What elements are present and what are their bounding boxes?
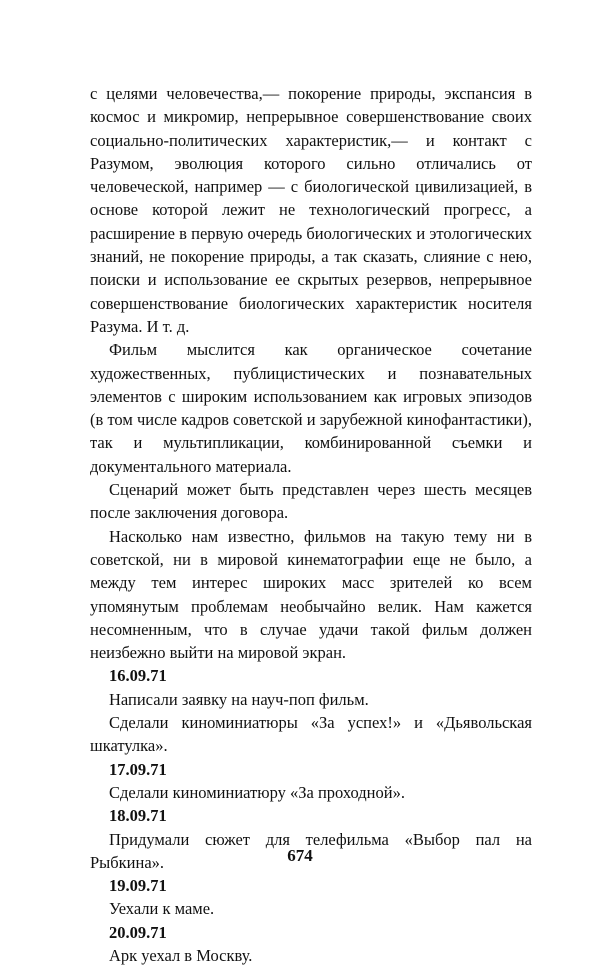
page-number: 674 xyxy=(287,846,313,865)
paragraph-script-timing: Сценарий может быть представлен через шесть месяцев после заключения договора. xyxy=(90,480,532,523)
diary-entry: Сделали киноминиатюру «За проходной». xyxy=(109,782,405,802)
diary-section xyxy=(90,664,532,967)
diary-entry: Сделали киноминиатюры «За успех!» и «Дьявольская шкатулка». xyxy=(90,713,532,756)
paragraph-continuation: с целями человечества,— покорение природы, экспансия в космос и микромир, непрерывное совершенствование своих социально-политических характеристик,— и контакт с Разумом, эволюция которого сильно отличались от человеческой, например — с биологической цивилизацией, в основе которой лежит не технологический прогресс, а расширение в первую очередь биологических и этологических знаний, не покорение природы, а так сказать, слияние с нею, поиски и использование ее скрытых резервов, непрерывное совершенствование биологических характеристик носителя Разума. И т. д. xyxy=(90,84,532,336)
diary-date: 18.09.71 xyxy=(109,806,167,826)
diary-date: 17.09.71 xyxy=(109,759,167,779)
diary-date: 16.09.71 xyxy=(109,666,167,686)
diary-entry: Написали заявку на науч-поп фильм. xyxy=(109,689,369,709)
diary-entry: Придумали сюжет для телефильма «Выбор пал на Рыбкина». xyxy=(90,829,532,872)
page-body xyxy=(90,82,532,967)
paragraph-audience-interest: Насколько нам известно, фильмов на такую тему ни в советской, ни в мировой кинематографии еще не было, а между тем интерес широких масс зрителей ко всем упомянутым проблемам необычайно велик. Нам кажется несомненным, что в случае удачи такой фильм должен неизбежно выйти на мировой экран. xyxy=(90,526,532,663)
diary-date: 19.09.71 xyxy=(109,876,167,896)
diary-entry: Уехали к маме. xyxy=(109,899,215,919)
paragraph-film-concept: Фильм мыслится как органическое сочетание художественных, публицистических и познавательных элементов с широким использованием как игровых эпизодов (в том числе кадров советской и зарубежной кинофантастики), так и мультипликации, комбинированной съемки и документального материала. xyxy=(90,340,532,476)
diary-entry: Арк уехал в Москву. xyxy=(109,945,253,965)
diary-date: 20.09.71 xyxy=(109,922,167,942)
